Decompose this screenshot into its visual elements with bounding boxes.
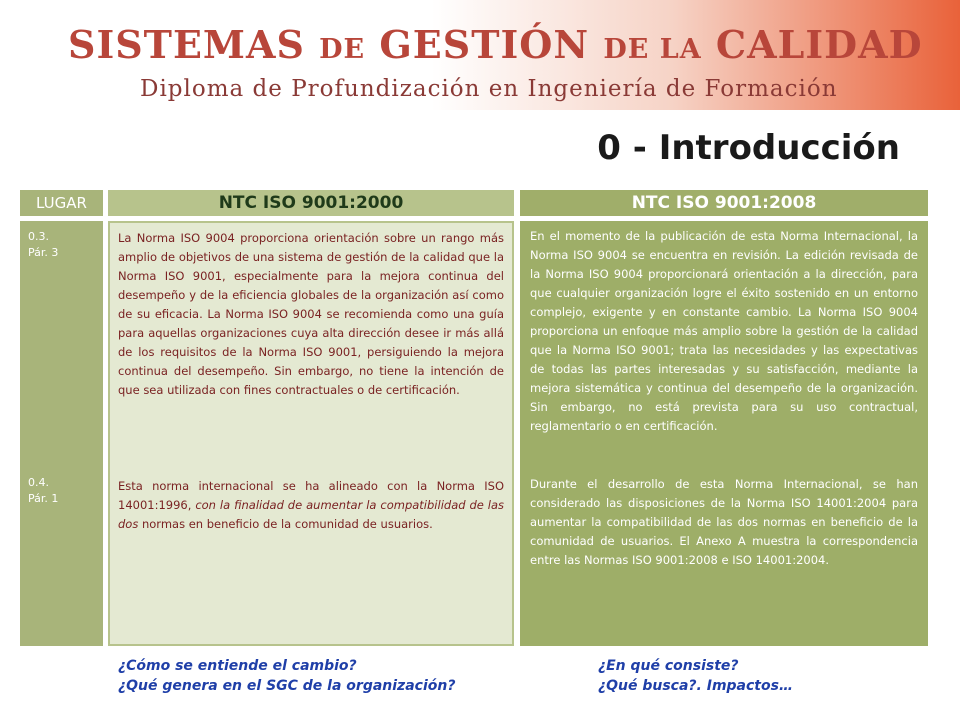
iso-2000-paragraph-2-part-b: con la finalidad de aumentar la compatibilidad de las dos <box>118 498 504 531</box>
iso-2008-paragraph-1: En el momento de la publicación de esta Norma Internacional, la Norma ISO 9004 se encuentra en revisión. La edición revisada de la Norma ISO 9004 proporcionará orientación a la dirección, para que cualquier organización logre el éxito sostenido en un entorno complejo, exigente y en constante cambio. La Norma ISO 9004 proporciona un enfoque más amplio sobre la gestión de la calidad que la Norma ISO 9001; trata las necesidades y las expectativas de todas las partes interesadas y su satisfacción, mediante la mejora sistemática y continua del desempeño de la organización. Sin embargo, no está prevista para su uso contractual, reglamentario o en certificación. <box>530 229 918 433</box>
iso-2000-paragraph-2 <box>118 477 504 534</box>
iso-2008-column <box>520 221 928 646</box>
title-word-sistemas: SISTEMAS <box>68 22 305 67</box>
lugar-item-number: 0.4. <box>28 476 49 489</box>
question-left-2: ¿Qué genera en el SGC de la organización? <box>118 678 456 694</box>
slide-title: 0 - Introducción <box>597 128 900 168</box>
title-word-calidad: CALIDAD <box>715 22 923 67</box>
question-right-1: ¿En qué consiste? <box>598 658 739 674</box>
title-word-de: DE <box>319 34 366 65</box>
iso-2000-paragraph-2-part-a: Esta norma internacional se ha alineado con la Norma ISO 14001:1996, <box>118 479 504 512</box>
column-header-iso-2000: NTC ISO 9001:2000 <box>108 190 514 216</box>
lugar-item-paragraph: Pár. 1 <box>28 492 59 505</box>
question-left-1: ¿Cómo se entiende el cambio? <box>118 658 357 674</box>
iso-2000-column <box>108 221 514 646</box>
header-banner <box>0 0 960 110</box>
lugar-item-0-4 <box>28 475 100 507</box>
column-header-lugar: LUGAR <box>20 190 103 216</box>
banner-title <box>68 22 928 70</box>
lugar-item-0-3 <box>28 229 100 261</box>
column-header-iso-2008: NTC ISO 9001:2008 <box>520 190 928 216</box>
lugar-item-number: 0.3. <box>28 230 49 243</box>
lugar-item-paragraph: Pár. 3 <box>28 246 59 259</box>
iso-2008-paragraph-2: Durante el desarrollo de esta Norma Internacional, se han considerado las disposiciones de la Norma ISO 14001:2004 para aumentar la compatibilidad de las dos normas en beneficio de la comunidad de usuarios. El Anexo A muestra la correspondencia entre las Normas ISO 9001:2008 e ISO 14001:2004. <box>530 477 918 567</box>
title-word-de-la: DE LA <box>603 34 702 65</box>
question-right-2: ¿Qué busca?. Impactos… <box>598 678 793 694</box>
iso-2000-paragraph-2-part-c: normas en beneficio de la comunidad de usuarios. <box>141 517 433 531</box>
title-word-gestion: GESTIÓN <box>379 22 590 67</box>
iso-2000-paragraph-1: La Norma ISO 9004 proporciona orientación sobre un rango más amplio de objetivos de una sistema de gestión de la calidad que la Norma ISO 9001, especialmente para la mejora continua del desempeño y de la eficiencia globales de la organización así como de su eficacia. La Norma ISO 9004 se recomienda como una guía para aquellas organizaciones cuya alta dirección desee ir más allá de los requisitos de la Norma ISO 9001, persiguiendo la mejora continua del desempeño. Sin embargo, no tiene la intención de que sea utilizada con fines contractuales o de certificación. <box>118 231 504 397</box>
banner-subtitle: Diploma de Profundización en Ingeniería de Formación <box>140 76 838 102</box>
lugar-column <box>20 221 103 646</box>
